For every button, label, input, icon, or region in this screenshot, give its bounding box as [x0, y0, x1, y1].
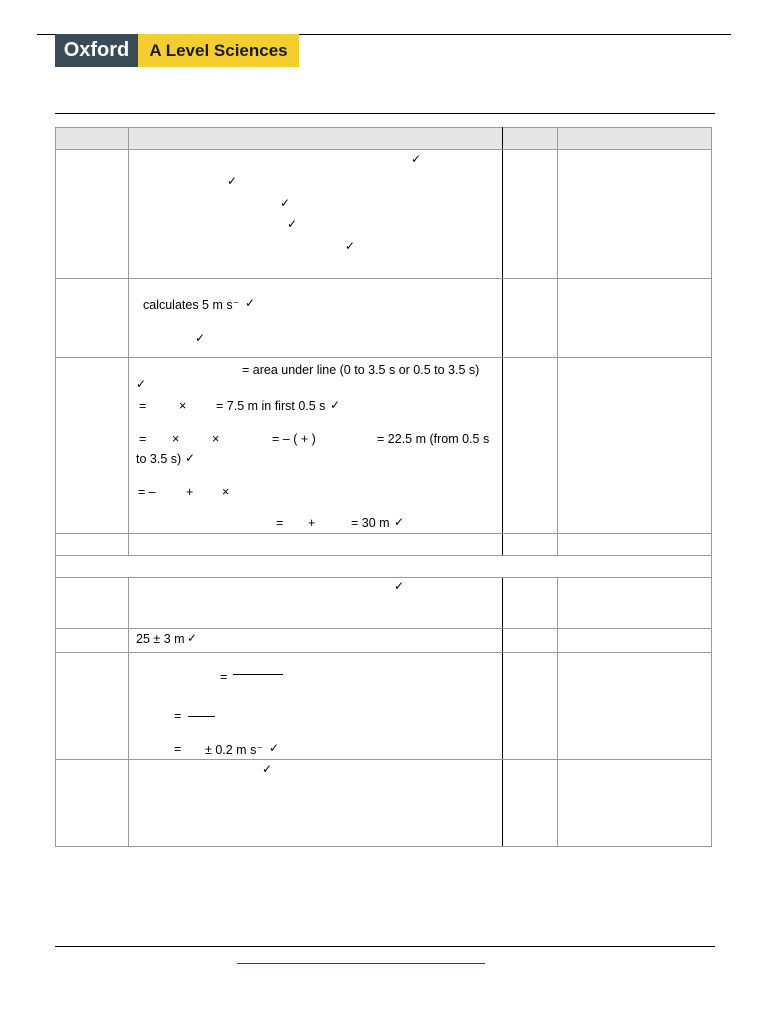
- table-row: [56, 279, 712, 358]
- tick-mark: ✓: [394, 515, 405, 529]
- equals-sign: =: [220, 670, 228, 684]
- answer-text: = – ( + ): [272, 432, 316, 446]
- header-cell: [129, 128, 503, 150]
- equals-sign: =: [139, 399, 147, 413]
- times-sign: ×: [172, 432, 180, 446]
- times-sign: ×: [222, 485, 230, 499]
- tick-mark: ✓: [287, 217, 298, 231]
- table-section-row: [56, 556, 712, 578]
- tick-mark: ✓: [262, 762, 273, 776]
- plus-sign: +: [186, 485, 194, 499]
- answer-text: calculates 5 m s⁻: [143, 298, 240, 312]
- tick-mark: ✓: [411, 152, 422, 166]
- answer-text: = 30 m: [351, 516, 390, 530]
- table-row: [56, 653, 712, 760]
- header-cell: [56, 128, 129, 150]
- header-bottom-rule: [55, 113, 715, 114]
- equals-sign: =: [139, 432, 147, 446]
- tick-mark: ✓: [195, 331, 206, 345]
- oxford-logo: [55, 34, 299, 67]
- logo-product: A Level Sciences: [138, 34, 299, 67]
- answer-text: = 7.5 m in first 0.5 s: [216, 399, 326, 413]
- table-row: [56, 760, 712, 847]
- tick-mark: ✓: [187, 631, 198, 645]
- footer-rule: [55, 946, 715, 947]
- fraction-bar: [188, 716, 215, 717]
- equals-sign: = –: [138, 485, 156, 499]
- equals-sign: =: [276, 516, 284, 530]
- tick-mark: ✓: [280, 196, 291, 210]
- tick-mark: ✓: [245, 296, 256, 310]
- footer-link-underline[interactable]: [237, 963, 485, 964]
- times-sign: ×: [212, 432, 220, 446]
- equals-sign: =: [174, 742, 182, 756]
- table-header-row: [56, 128, 712, 150]
- table-row: [56, 629, 712, 653]
- header-cell: [503, 128, 558, 150]
- plus-sign: +: [308, 516, 316, 530]
- tick-mark: ✓: [269, 741, 280, 755]
- answer-text: = area under line (0 to 3.5 s or 0.5 to 3.5 s): [242, 363, 480, 377]
- times-sign: ×: [179, 399, 187, 413]
- tick-mark: ✓: [330, 398, 341, 412]
- logo-brand: Oxford: [55, 34, 138, 67]
- tick-mark: ✓: [136, 377, 147, 391]
- tick-mark: ✓: [185, 451, 196, 465]
- header-cell: [558, 128, 712, 150]
- answer-text: = 22.5 m (from 0.5 s: [377, 432, 490, 446]
- table-row: [56, 358, 712, 534]
- equals-sign: =: [174, 709, 182, 723]
- fraction-bar: [233, 674, 283, 675]
- table-row: [56, 150, 712, 279]
- table-row: [56, 578, 712, 629]
- tick-mark: ✓: [345, 239, 356, 253]
- table-row: [56, 534, 712, 556]
- mark-scheme-table: [55, 127, 712, 847]
- answer-text: 25 ± 3 m: [136, 632, 185, 646]
- answer-text: ± 0.2 m s⁻: [205, 743, 263, 757]
- tick-mark: ✓: [227, 174, 238, 188]
- answer-text: to 3.5 s): [136, 452, 182, 466]
- tick-mark: ✓: [394, 579, 405, 593]
